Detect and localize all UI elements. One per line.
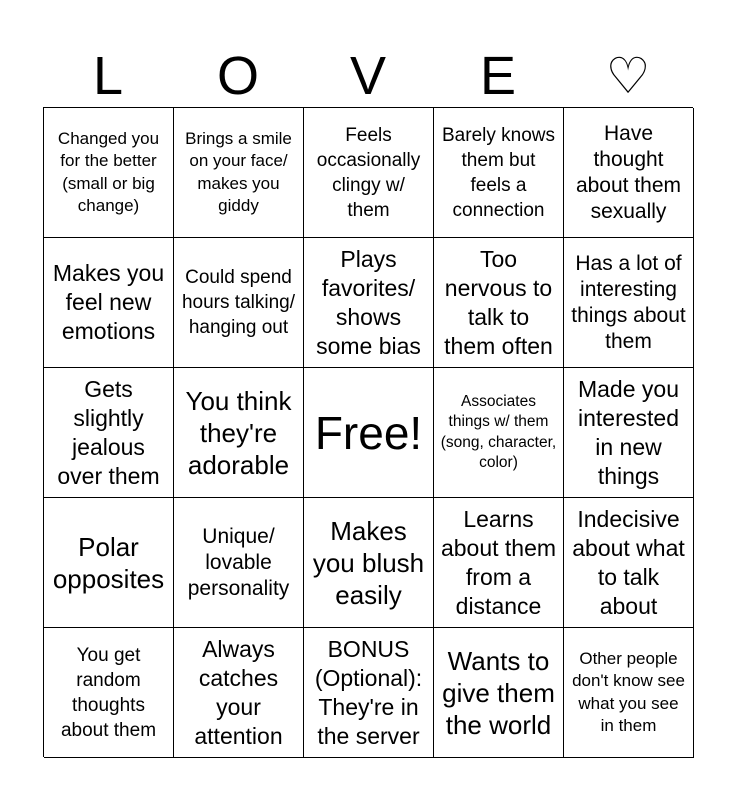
bingo-cell[interactable] xyxy=(174,238,304,368)
bingo-cell[interactable] xyxy=(44,368,174,498)
cell-text: Makes you blush easily xyxy=(312,515,425,610)
cell-text: Barely knows them but feels a connection xyxy=(442,124,555,221)
bingo-cell[interactable] xyxy=(434,108,564,238)
cell-text: Too nervous to talk to them often xyxy=(444,245,553,359)
cell-text: Made you interested in new things xyxy=(577,375,679,489)
bingo-cell[interactable] xyxy=(304,238,434,368)
bingo-cell[interactable] xyxy=(564,108,694,238)
bingo-cell[interactable] xyxy=(434,628,564,758)
cell-text: Makes you feel new emotions xyxy=(52,260,165,344)
bingo-cell[interactable] xyxy=(44,498,174,628)
bingo-cell[interactable] xyxy=(44,628,174,758)
bingo-cell[interactable] xyxy=(434,498,564,628)
bingo-cell[interactable] xyxy=(174,368,304,498)
header-letter-e: E xyxy=(479,46,517,106)
cell-text: You get random thoughts about them xyxy=(60,644,157,741)
cell-text: Brings a smile on your face/ makes you giddy xyxy=(185,128,292,215)
bingo-cell[interactable] xyxy=(564,628,694,758)
bingo-cell[interactable] xyxy=(564,368,694,498)
cell-text: Other people don't know see what you see in them xyxy=(572,648,685,735)
cell-text: Associates things w/ them (song, character, color) xyxy=(440,392,557,471)
bingo-cell[interactable] xyxy=(44,238,174,368)
cell-text: Feels occasionally clingy w/ them xyxy=(316,124,421,221)
bingo-cell[interactable] xyxy=(174,498,304,628)
bingo-card xyxy=(43,107,693,757)
bingo-cell[interactable] xyxy=(564,238,694,368)
cell-text: Unique/ lovable personality xyxy=(187,524,290,600)
bingo-cell[interactable] xyxy=(304,628,434,758)
cell-text: You think they're adorable xyxy=(185,385,292,480)
cell-text: Polar opposites xyxy=(52,531,165,594)
bingo-cell[interactable] xyxy=(434,238,564,368)
header-letter-v: V xyxy=(349,46,387,106)
bingo-cell[interactable] xyxy=(174,628,304,758)
bingo-cell[interactable] xyxy=(44,108,174,238)
header-letter-l: L xyxy=(92,46,124,106)
bingo-cell[interactable] xyxy=(304,498,434,628)
cell-text: Changed you for the better (small or big change) xyxy=(57,128,160,215)
cell-text: Could spend hours talking/ hanging out xyxy=(181,267,295,338)
heart-icon: ♡ xyxy=(605,47,651,105)
bingo-cell[interactable] xyxy=(174,108,304,238)
cell-text: Plays favorites/ shows some bias xyxy=(316,245,421,359)
free-space-cell[interactable] xyxy=(304,368,434,498)
cell-text: Learns about them from a distance xyxy=(440,505,557,619)
cell-text: Indecisive about what to talk about xyxy=(572,505,685,619)
bingo-cell[interactable] xyxy=(304,108,434,238)
cell-text: Gets slightly jealous over them xyxy=(57,375,160,489)
cell-text: Has a lot of interesting things about them xyxy=(571,251,686,353)
cell-text: Wants to give them the world xyxy=(442,645,555,740)
bingo-cell[interactable] xyxy=(564,498,694,628)
bingo-header xyxy=(43,40,693,108)
bingo-cell[interactable] xyxy=(434,368,564,498)
free-space-label: Free! xyxy=(314,406,423,459)
cell-text: BONUS (Optional): They're in the server xyxy=(314,635,423,749)
cell-text: Always catches your attention xyxy=(194,635,283,749)
header-letter-o: O xyxy=(216,46,259,106)
cell-text: Have thought about them sexually xyxy=(575,121,682,223)
